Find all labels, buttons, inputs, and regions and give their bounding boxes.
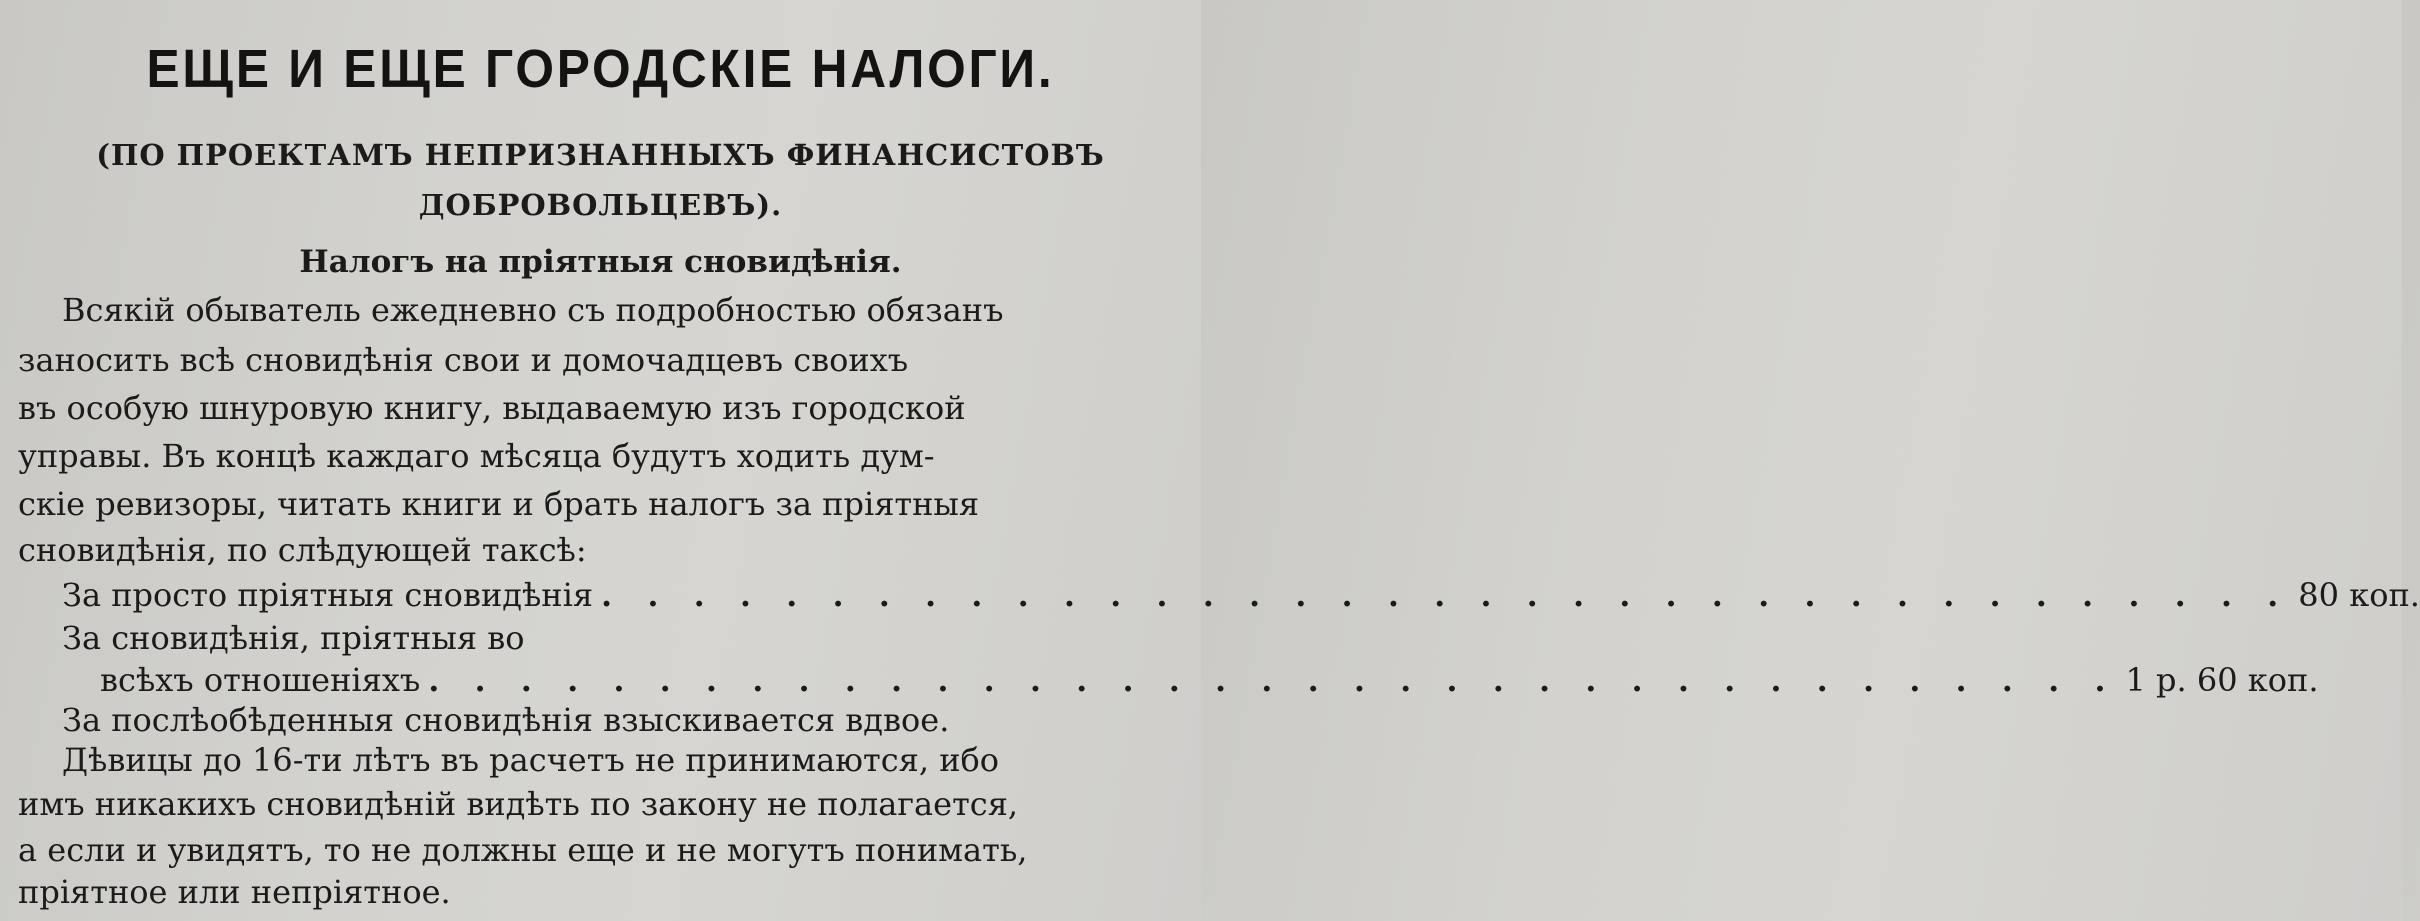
tariff-item-2-label: всѣхъ отношенiяхъ [100, 661, 421, 699]
paragraph-1-line-1 [62, 290, 1158, 330]
paragraph-2-line-1: Дѣвицы до 16-ти лѣтъ въ расчетъ не принимаются, ибо [62, 741, 1000, 779]
subtitle-line-1: (ПО ПРОЕКТАМЪ НЕПРИЗНАННЫХЪ ФИНАНСИСТОВЪ [96, 138, 1105, 172]
subtitle-line-2: ДОБРОВОЛЬЦЕВЪ). [418, 188, 783, 222]
tariff-leader-dots: . . . . . . . . . . . . . . . . . . . . . . . . . . . . . . . . . . . . . [601, 576, 2291, 614]
paragraph-2-line-2: имъ никакихъ сновидѣнiй видѣть по закону не полагается, [18, 785, 1019, 823]
after-dinner-line: За послѣобѣденныя сновидѣнiя взыскивается вдвое. [62, 701, 950, 739]
paragraph-1-line-5: скiе ревизоры, читать книги и брать налогъ за прiятныя [18, 485, 980, 523]
tariff-item-1-price: 80 коп. [2298, 576, 2420, 614]
tariff-item-1 [62, 575, 2420, 615]
paragraph-2-line-3: а если и увидятъ, то не должны еще и не могутъ понимать, [18, 831, 1028, 869]
tariff-item-2-price: 1 р. 60 коп. [2125, 661, 2319, 699]
paragraph-1-line-4: управы. Въ концѣ каждаго мѣсяца будутъ ходить дум- [18, 437, 935, 475]
section-title: Налогъ на прiятныя сновидѣнiя. [299, 244, 902, 280]
headline: ЕЩЕ И ЕЩЕ ГОРОДСКIЕ НАЛОГИ. [146, 39, 1055, 99]
tariff-item-1-label: За просто прiятныя сновидѣнiя [62, 576, 594, 614]
paragraph-2-line-4: прiятное или непрiятное. [18, 873, 451, 911]
paragraph-1-line-3: въ особую шнуровую книгу, выдаваемую изъ городской [18, 389, 966, 427]
subtitle [0, 130, 1201, 230]
tariff-item-2 [100, 660, 2319, 700]
tariff-item-2-line-1: За сновидѣнiя, прiятныя во [62, 619, 525, 657]
paragraph-1-line-6: сновидѣнiя, по слѣдующей таксѣ: [18, 531, 587, 569]
paragraph-1-line-2: заносить всѣ сновидѣнiя свои и домочадцевъ своихъ [18, 341, 909, 379]
text-line: Всякiй обыватель ежедневно съ подробностью обязанъ [62, 291, 1004, 329]
tariff-leader-dots: . . . . . . . . . . . . . . . . . . . . . . . . . . . . . . . . . . . . . [428, 661, 2118, 699]
